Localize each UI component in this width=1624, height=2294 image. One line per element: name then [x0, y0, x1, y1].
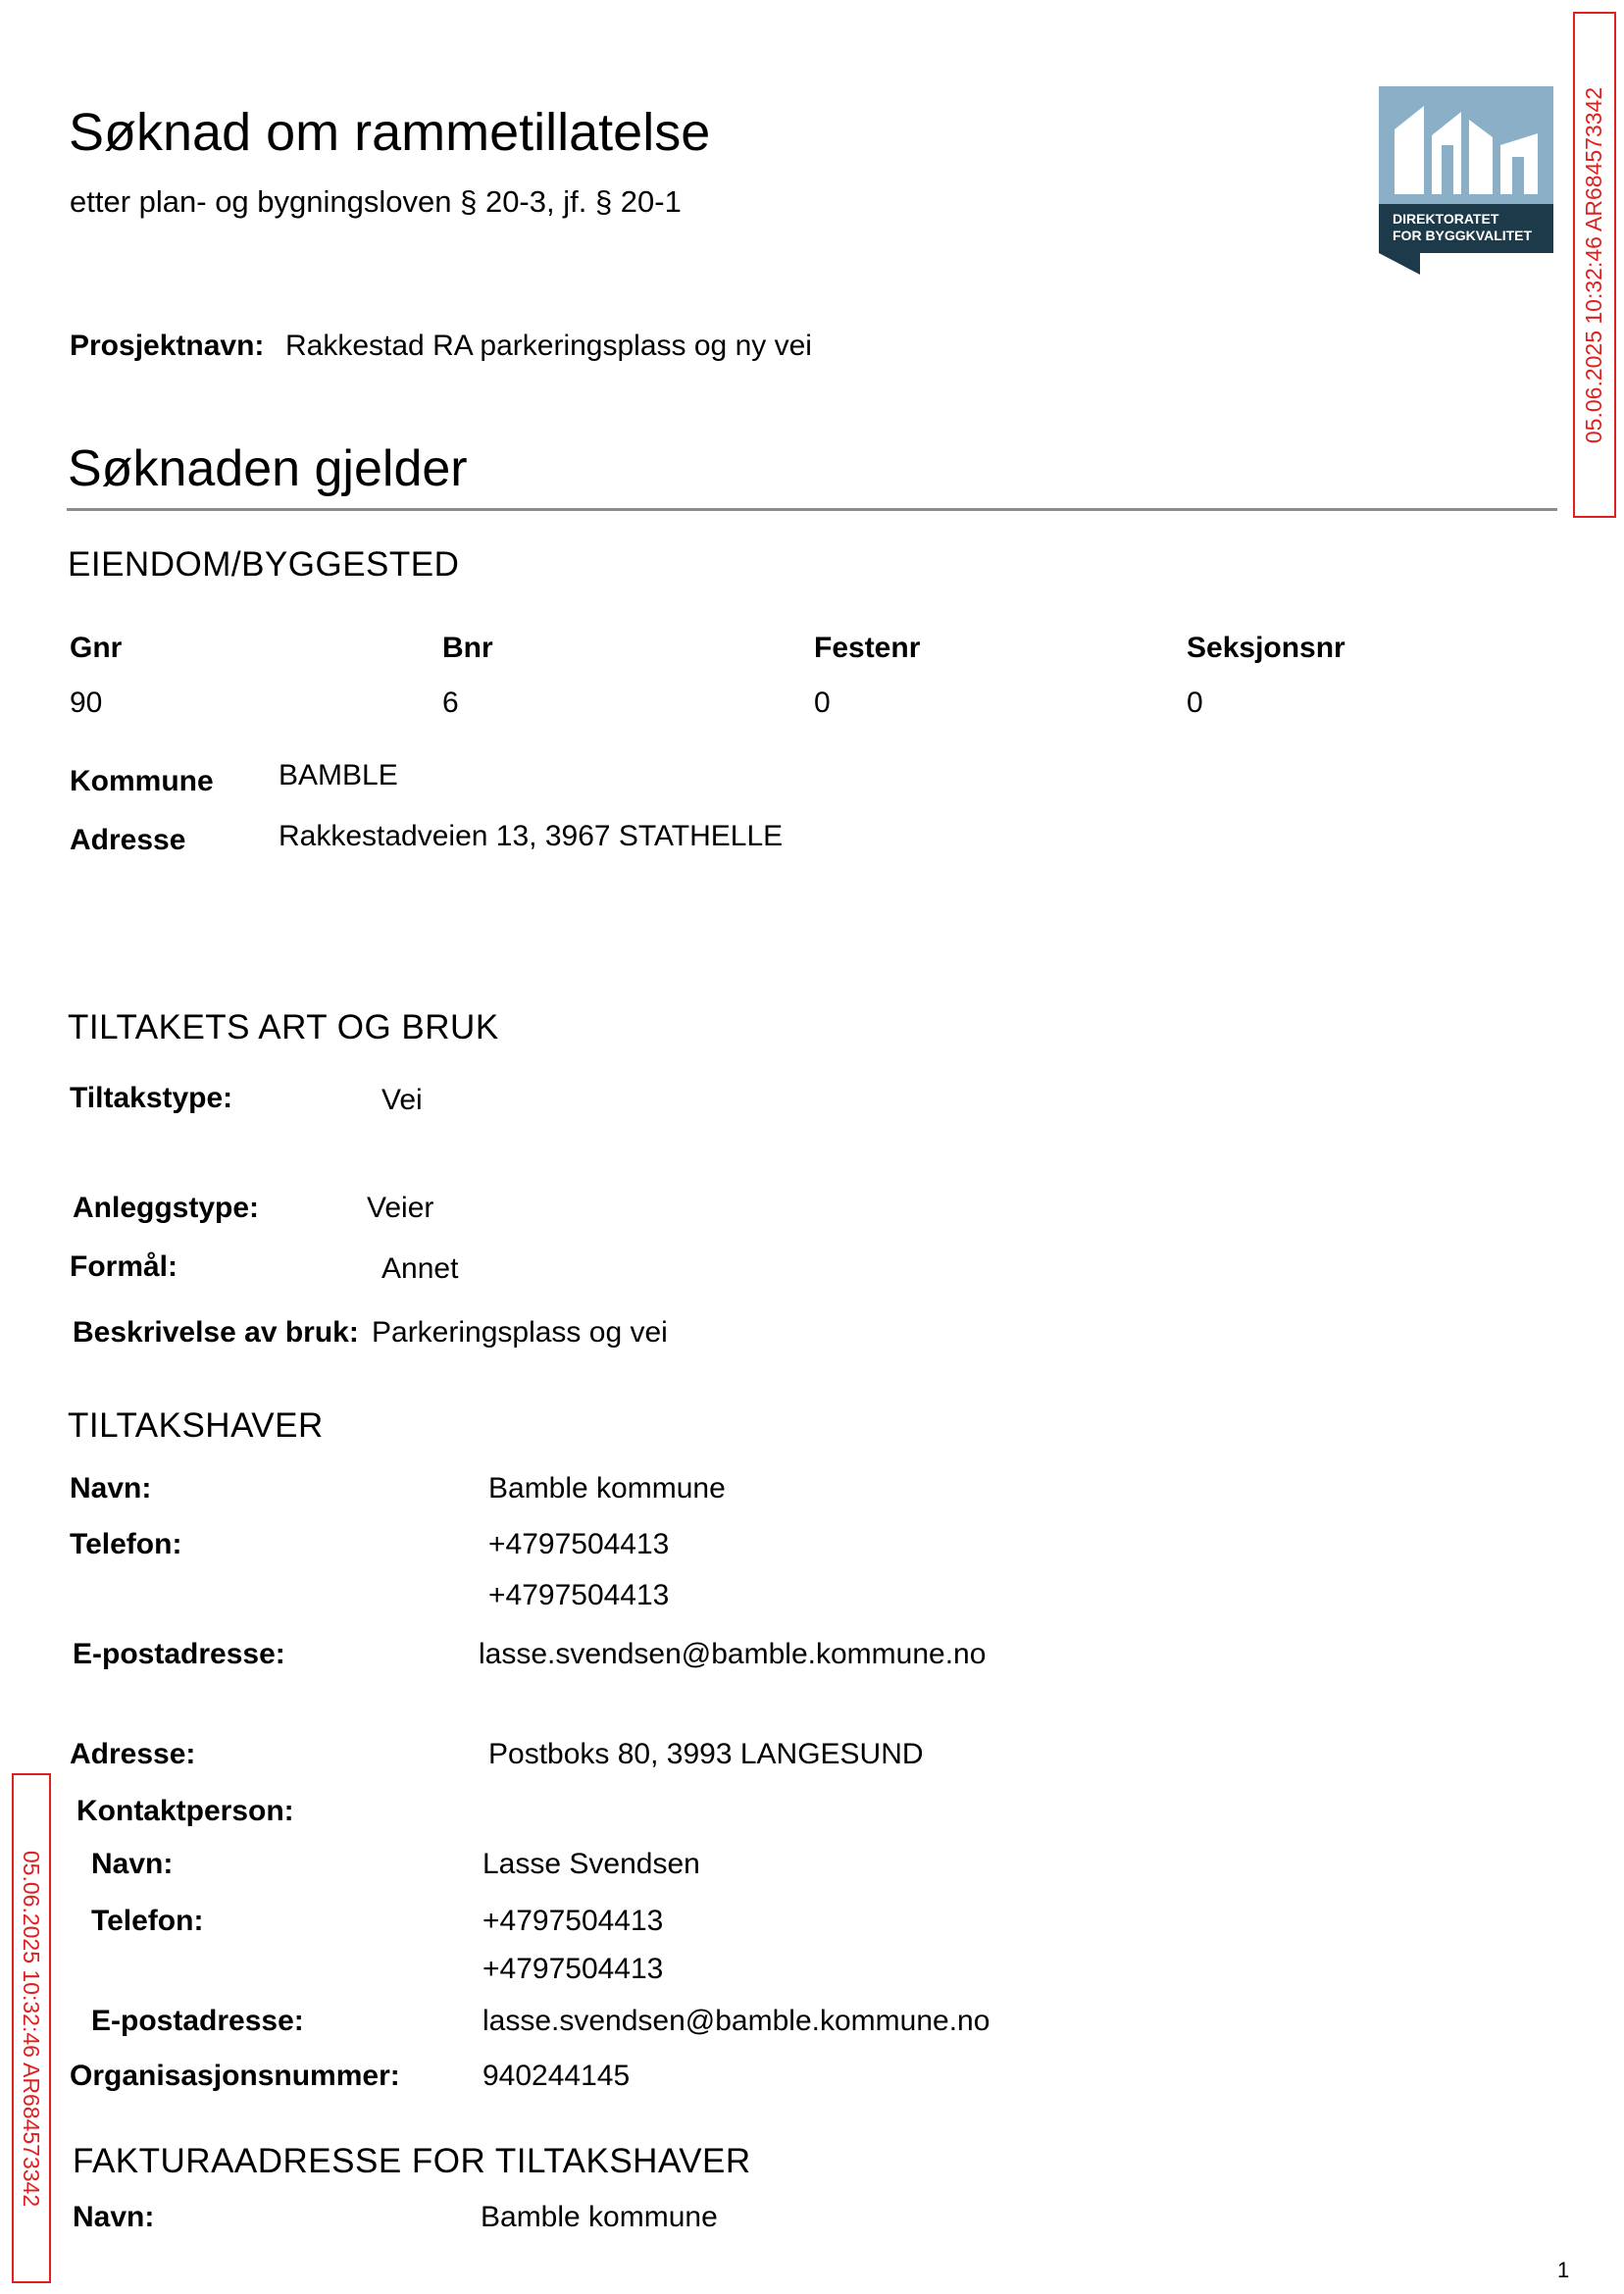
eiendom-heading: EIENDOM/BYGGESTED — [68, 545, 460, 584]
kontaktperson-navn-value: Lasse Svendsen — [482, 1848, 700, 1880]
faktura-navn-label: Navn: — [73, 2201, 155, 2233]
tiltakshaver-adresse-value: Postboks 80, 3993 LANGESUND — [488, 1738, 924, 1770]
tiltakshaver-telefon-label: Telefon: — [70, 1528, 182, 1560]
logo-text — [1393, 211, 1532, 244]
project-value: Rakkestad RA parkeringsplass og ny vei — [285, 330, 812, 362]
project-label: Prosjektnavn: — [70, 330, 265, 362]
logo-line2: FOR BYGGKVALITET — [1393, 228, 1533, 243]
tiltakshaver-telefon-value-1: +4797504413 — [488, 1528, 670, 1560]
festenr-value: 0 — [814, 687, 831, 719]
tiltakshaver-navn-value: Bamble kommune — [488, 1472, 726, 1504]
adresse-value: Rakkestadveien 13, 3967 STATHELLE — [279, 820, 784, 852]
tiltakshaver-epost-label: E-postadresse: — [73, 1638, 285, 1670]
kontaktperson-label: Kontaktperson: — [76, 1795, 294, 1827]
formal-value: Annet — [381, 1252, 459, 1285]
kontaktperson-navn-label: Navn: — [91, 1848, 174, 1880]
seksjonsnr-label: Seksjonsnr — [1187, 632, 1345, 664]
kontaktperson-telefon-value-2: +4797504413 — [482, 1953, 664, 1985]
beskrivelse-label: Beskrivelse av bruk: — [73, 1316, 359, 1349]
bnr-value: 6 — [442, 687, 459, 719]
timestamp-text: 05.06.2025 10:32:46 AR684573342 — [1581, 86, 1607, 443]
kommune-label: Kommune — [70, 765, 214, 797]
kontaktperson-epost-label: E-postadresse: — [91, 2005, 304, 2037]
dibk-logo-graphic — [1379, 86, 1553, 275]
anleggstype-value: Veier — [367, 1192, 434, 1224]
gnr-value: 90 — [70, 687, 103, 719]
faktura-heading: FAKTURAADRESSE FOR TILTAKSHAVER — [73, 2142, 751, 2180]
tiltakstype-label: Tiltakstype: — [70, 1082, 233, 1114]
festenr-label: Festenr — [814, 632, 921, 664]
formal-label: Formål: — [70, 1250, 178, 1283]
tiltakshaver-navn-label: Navn: — [70, 1472, 152, 1504]
beskrivelse-value: Parkeringsplass og vei — [372, 1316, 668, 1349]
tiltakshaver-heading: TILTAKSHAVER — [68, 1406, 324, 1445]
kontaktperson-telefon-value-1: +4797504413 — [482, 1905, 664, 1937]
adresse-label: Adresse — [70, 824, 186, 856]
timestamp-stamp-top — [1573, 12, 1616, 518]
logo-line1: DIREKTORATET — [1393, 211, 1499, 227]
tiltakshaver-epost-value: lasse.svendsen@bamble.kommune.no — [479, 1638, 987, 1670]
organisasjonsnummer-label: Organisasjonsnummer: — [70, 2060, 400, 2092]
dibk-logo — [1379, 86, 1553, 275]
page-number: 1 — [1557, 2258, 1570, 2282]
kommune-value: BAMBLE — [279, 759, 398, 791]
anleggstype-label: Anleggstype: — [73, 1192, 260, 1224]
timestamp-stamp-left — [12, 1773, 51, 2283]
document-subtitle: etter plan- og bygningsloven § 20-3, jf. § 20-1 — [70, 184, 682, 219]
gnr-label: Gnr — [70, 632, 123, 664]
kontaktperson-telefon-label: Telefon: — [91, 1905, 204, 1937]
tiltakshaver-adresse-label: Adresse: — [70, 1738, 196, 1770]
tiltakstype-value: Vei — [381, 1084, 423, 1116]
section-divider — [67, 508, 1557, 511]
bnr-label: Bnr — [442, 632, 493, 664]
kontaktperson-epost-value: lasse.svendsen@bamble.kommune.no — [482, 2005, 990, 2037]
faktura-navn-value: Bamble kommune — [481, 2201, 718, 2233]
organisasjonsnummer-value: 940244145 — [482, 2060, 631, 2092]
timestamp-text: 05.06.2025 10:32:46 AR684573342 — [19, 1850, 45, 2207]
tiltakshaver-telefon-value-2: +4797504413 — [488, 1579, 670, 1611]
seksjonsnr-value: 0 — [1187, 687, 1203, 719]
section-title: Søknaden gjelder — [68, 440, 468, 497]
document-title: Søknad om rammetillatelse — [69, 103, 711, 162]
tiltak-heading: TILTAKETS ART OG BRUK — [68, 1008, 499, 1046]
